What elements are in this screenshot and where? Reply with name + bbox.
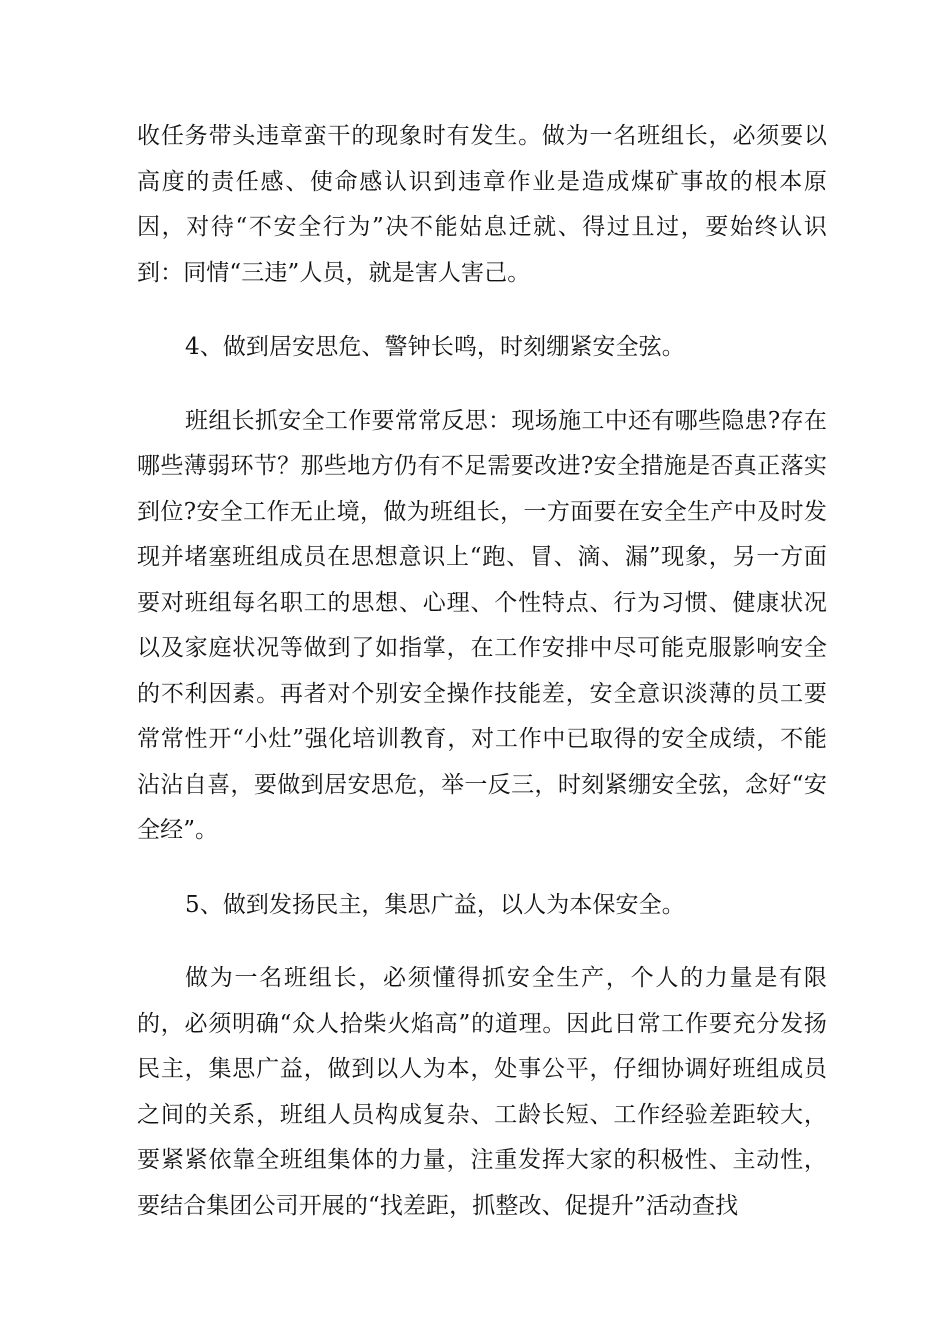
document-page [137,114,827,1258]
paragraph-reflection: 班组长抓安全工作要常常反思：现场施工中还有哪些隐患?存在哪些薄弱环节？那些地方仍有不足需要改进?安全措施是否真正落实到位?安全工作无止境，做为班组长，一方面要在安全生产中及时发现并堵塞班组成员在思想意识上“跑、冒、滴、漏”现象，另一方面要对班组每名职工的思想、心理、个性特点、行为习惯、健康状况以及家庭状况等做到了如指掌，在工作安排中尽可能克服影响安全的不利因素。再者对个别安全操作技能差，安全意识淡薄的员工要常常性开“小灶”强化培训教育，对工作中已取得的安全成绩，不能沾沾自喜，要做到居安思危，举一反三，时刻紧绷安全弦，念好“安全经”。 [137,407,827,843]
paragraph-democracy: 做为一名班组长，必须懂得抓安全生产，个人的力量是有限的，必须明确“众人拾柴火焰高”的道理。因此日常工作要充分发扬民主，集思广益，做到以人为本，处事公平，仔细协调好班组成员之间的关系，班组人员构成复杂、工龄长短、工作经验差距较大，要紧紧依靠全班组集体的力量，注重发挥大家的积极性、主动性，要结合集团公司开展的“找差距，抓整改、促提升”活动查找 [137,965,827,1219]
paragraph-continuation: 收任务带头违章蛮干的现象时有发生。做为一名班组长，必须要以高度的责任感、使命感认识到违章作业是造成煤矿事故的根本原因，对待“不安全行为”决不能姑息迁就、得过且过，要始终认识到：同情“三违”人员，就是害人害己。 [137,123,827,286]
section-heading-5: 5、做到发扬民主，集思广益，以人为本保安全。 [185,891,685,918]
section-heading-4: 4、做到居安思危、警钟长鸣，时刻绷紧安全弦。 [185,334,685,360]
